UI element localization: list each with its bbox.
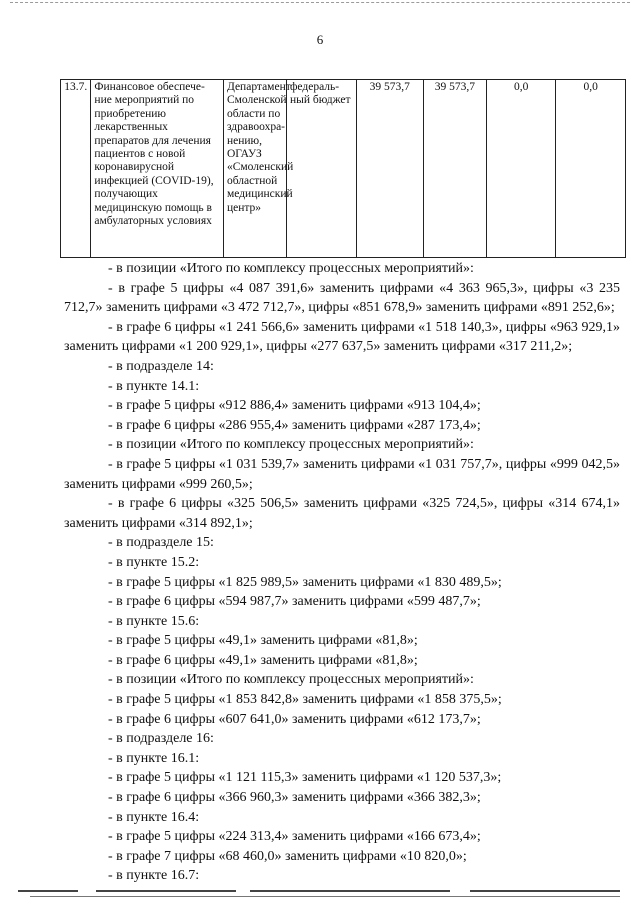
paragraph: - в графе 5 цифры «224 313,4» заменить цифрами «166 673,4»; [108, 829, 481, 845]
paragraph: - в графе 5 цифры «912 886,4» заменить цифрами «913 104,4»; [108, 398, 481, 414]
paragraph: - в графе 5 цифры «49,1» заменить цифрами «81,8»; [108, 633, 418, 649]
paragraph: - в графе 5 цифры «1 825 989,5» заменить цифрами «1 830 489,5»; [108, 574, 502, 590]
page-number: 6 [316, 32, 324, 47]
paragraph: - в пункте 16.4: [108, 809, 200, 825]
paragraph: - в позиции «Итого по комплексу процессных мероприятий»: [108, 261, 474, 276]
executor-cell: Департамент Смоленской области по здравоохра-нению, ОГАУЗ «Смоленский областной медицинский центр» [223, 80, 286, 258]
paragraph: - в позиции «Итого по комплексу процессных мероприятий»: [108, 437, 474, 453]
paragraph: - в графе 5 цифры «1 121 115,3» заменить цифрами «1 120 537,3»; [108, 770, 502, 786]
value-column-3-cell: 0,0 [486, 80, 556, 258]
value-column-1-cell: 39 573,7 [356, 80, 423, 258]
measures-table [60, 79, 626, 258]
value-column-4-cell: 0,0 [556, 80, 626, 258]
measure-name-cell: Финансовое обеспече-ние мероприятий по приобретению лекарственных препаратов для лечения пациентов с новой коронавирусной инфекцией (COVID-19), получающих медицинскую помощь в амбулаторных условиях [91, 80, 224, 258]
paragraph: - в графе 7 цифры «68 460,0» заменить цифрами «10 820,0»; [108, 848, 467, 864]
amendment-text [64, 259, 620, 886]
paragraph: - в графе 6 цифры «594 987,7» заменить цифрами «599 487,7»; [108, 594, 481, 610]
paragraph: - в подразделе 15: [108, 535, 214, 551]
paragraph: - в графе 6 цифры «286 955,4» заменить цифрами «287 173,4»; [108, 417, 481, 433]
paragraph: - в графе 5 цифры «1 031 539,7» заменить цифрами «1 031 757,7», цифры «999 042,5» заменить цифрами «999 260,5»; [64, 456, 620, 492]
row-number-cell: 13.7. [61, 80, 91, 258]
scan-edge-top [10, 2, 630, 5]
paragraph: - в подразделе 14: [108, 358, 214, 374]
paragraph: - в графе 6 цифры «1 241 566,6» заменить цифрами «1 518 140,3», цифры «963 929,1» заменить цифрами «1 200 929,1», цифры «277 637,5» заменить цифрами «317 211,2»; [64, 319, 620, 355]
paragraph: - в пункте 15.2: [108, 554, 200, 570]
value-column-2-cell: 39 573,7 [423, 80, 486, 258]
paragraph: - в подразделе 16: [108, 731, 214, 747]
paragraph: - в пункте 16.7: [108, 868, 200, 884]
paragraph: - в графе 5 цифры «1 853 842,8» заменить цифрами «1 858 375,5»; [108, 692, 502, 708]
paragraph: - в пункте 15.6: [108, 613, 200, 629]
table-row [61, 80, 626, 258]
funding-source-cell: федераль-ный бюджет [286, 80, 356, 258]
paragraph: - в пункте 14.1: [108, 378, 200, 394]
paragraph: - в графе 6 цифры «325 506,5» заменить цифрами «325 724,5», цифры «314 674,1» заменить цифрами «314 892,1»; [64, 496, 620, 531]
scan-edge-bottom [0, 890, 640, 896]
paragraph: - в графе 6 цифры «366 960,3» заменить цифрами «366 382,3»; [108, 790, 481, 806]
paragraph: - в позиции «Итого по комплексу процессных мероприятий»: [108, 672, 474, 688]
paragraph: - в графе 6 цифры «607 641,0» заменить цифрами «612 173,7»; [108, 711, 481, 727]
paragraph: - в пункте 16.1: [108, 750, 200, 766]
paragraph: - в графе 6 цифры «49,1» заменить цифрами «81,8»; [108, 652, 418, 668]
paragraph: - в графе 5 цифры «4 087 391,6» заменить цифрами «4 363 965,3», цифры «3 235 712,7» заменить цифрами «3 472 712,7», цифры «851 678,9» заменить цифрами «891 252,6»; [64, 280, 620, 316]
